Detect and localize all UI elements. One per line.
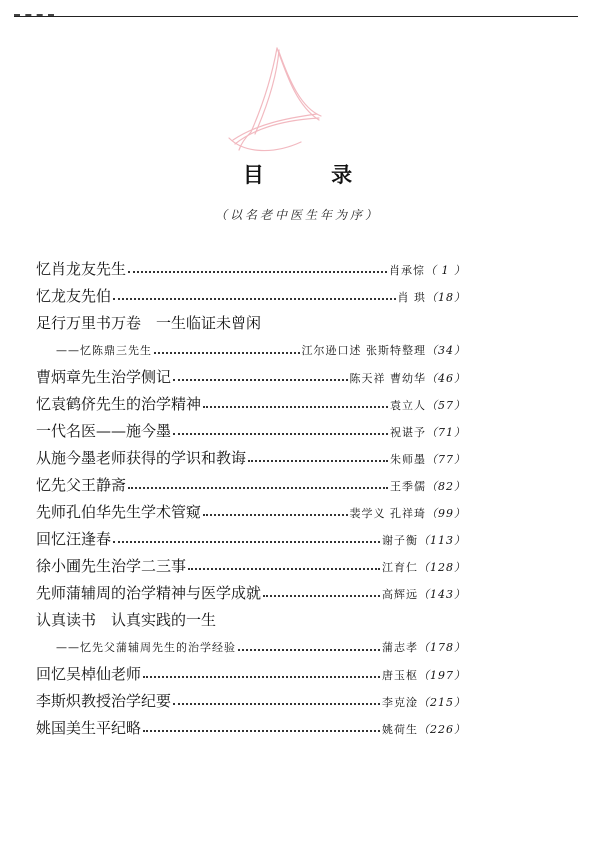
toc-leader-dots (188, 568, 380, 570)
toc-entry-title: 姚国美生平纪略 (36, 719, 142, 737)
toc-entry-title: 忆袁鹤侪先生的治学精神 (36, 395, 202, 413)
page-subtitle: （以名老中医生年为序） (214, 208, 380, 222)
toc-entry-title: 先师孔伯华先生学术管窥 (36, 503, 202, 521)
toc-leader-dots (173, 433, 388, 435)
toc-entry-author: 袁立人 (390, 399, 426, 412)
toc-leader-dots (143, 730, 380, 732)
toc-entry-author: 江尔逊口述 张斯特整理 (301, 344, 426, 357)
toc-entry-title: ——忆先父蒲辅周先生的治学经验 (56, 641, 236, 654)
toc-entry-title: 从施今墨老师获得的学识和教诲 (36, 449, 247, 467)
toc-entry-author: 高辉远 (382, 588, 418, 601)
toc-leader-dots (203, 406, 388, 408)
toc-entry-title: ——忆陈鼎三先生 (56, 344, 152, 357)
toc-entry[interactable] (36, 418, 466, 445)
toc-entry-author: 肖承悰 (389, 264, 425, 277)
toc-entry-author: 裴学义 孔祥琦 (349, 507, 426, 520)
toc-entry-page: （178） (418, 641, 466, 654)
toc-entry-author: 陈天祥 曹幼华 (349, 372, 426, 385)
toc-leader-dots (128, 271, 387, 273)
toc-entry-page: （ 1 ） (425, 264, 466, 277)
toc-entry[interactable] (36, 688, 466, 715)
page-title: 目 录 (242, 162, 383, 187)
toc-entry[interactable] (36, 634, 466, 661)
toc-entry-title: 回忆汪逢春 (36, 530, 112, 548)
toc-entry-page: （46） (426, 372, 466, 385)
toc-entry[interactable] (36, 526, 466, 553)
toc-entry-page: （113） (418, 534, 466, 547)
toc-entry[interactable] (36, 661, 466, 688)
toc-entry[interactable] (36, 553, 466, 580)
toc-entry[interactable] (36, 607, 466, 634)
toc-entry[interactable] (36, 337, 466, 364)
toc-entry-title: 认真读书 认真实践的一生 (36, 611, 217, 629)
toc-entry-title: 忆先父王静斋 (36, 476, 127, 494)
toc-entry-title: 曹炳章先生治学侧记 (36, 368, 172, 386)
toc-entry-author: 谢子衡 (382, 534, 418, 547)
toc-leader-dots (113, 298, 395, 300)
toc-leader-dots (238, 649, 380, 651)
toc-entry-page: （34） (426, 344, 466, 357)
toc-leader-dots (248, 460, 388, 462)
toc-entry-page: （71） (426, 426, 466, 439)
toc-entry[interactable] (36, 472, 466, 499)
toc-entry-author: 蒲志孝 (382, 641, 418, 654)
header-rule (14, 16, 578, 17)
toc-entry-author: 王季儒 (390, 480, 426, 493)
toc-entry-page: （197） (418, 669, 466, 682)
toc-entry[interactable] (36, 283, 466, 310)
toc-entry[interactable] (36, 445, 466, 472)
toc-entry-title: 忆龙友先伯 (36, 287, 112, 305)
toc-entry[interactable] (36, 256, 466, 283)
toc-entry-page: （128） (418, 561, 466, 574)
toc-entry-author: 祝谌予 (390, 426, 426, 439)
toc-entry-page: （99） (426, 507, 466, 520)
toc-entry-title: 回忆吴棹仙老师 (36, 665, 142, 683)
toc-entry-author: 肖 珙 (397, 291, 426, 304)
toc-entry-page: （82） (426, 480, 466, 493)
toc-leader-dots (173, 703, 380, 705)
toc-entry[interactable] (36, 391, 466, 418)
toc-leader-dots (203, 514, 347, 516)
toc-leader-dots (173, 379, 347, 381)
toc-entry-page: （226） (418, 723, 466, 736)
toc-entry-title: 李斯炽教授治学纪要 (36, 692, 172, 710)
toc-entry-page: （57） (426, 399, 466, 412)
toc-entry-author: 李克淦 (382, 696, 418, 709)
toc-leader-dots (154, 352, 300, 354)
toc-entry[interactable] (36, 580, 466, 607)
toc-entry-title: 忆肖龙友先生 (36, 260, 127, 278)
toc-entry-page: （215） (418, 696, 466, 709)
toc-entry-page: （77） (426, 453, 466, 466)
toc-entry-page: （143） (418, 588, 466, 601)
toc-entry-title: 足行万里书万卷 一生临证未曾闲 (36, 314, 262, 332)
toc-entry[interactable] (36, 310, 466, 337)
toc-entry-author: 姚荷生 (382, 723, 418, 736)
toc-entry-author: 唐玉枢 (382, 669, 418, 682)
toc-entry-title: 一代名医——施今墨 (36, 422, 172, 440)
toc-entry-author: 江育仁 (382, 561, 418, 574)
toc-leader-dots (128, 487, 388, 489)
toc-leader-dots (113, 541, 380, 543)
toc-entry[interactable] (36, 499, 466, 526)
toc-entry[interactable] (36, 364, 466, 391)
toc-entry[interactable] (36, 715, 466, 742)
toc-leader-dots (263, 595, 380, 597)
decorative-emblem-icon (215, 40, 335, 160)
table-of-contents (36, 256, 466, 742)
toc-entry-title: 徐小圃先生治学二三事 (36, 557, 187, 575)
toc-entry-page: （18） (426, 291, 466, 304)
toc-leader-dots (143, 676, 380, 678)
toc-entry-title: 先师蒲辅周的治学精神与医学成就 (36, 584, 262, 602)
toc-entry-author: 朱师墨 (390, 453, 426, 466)
